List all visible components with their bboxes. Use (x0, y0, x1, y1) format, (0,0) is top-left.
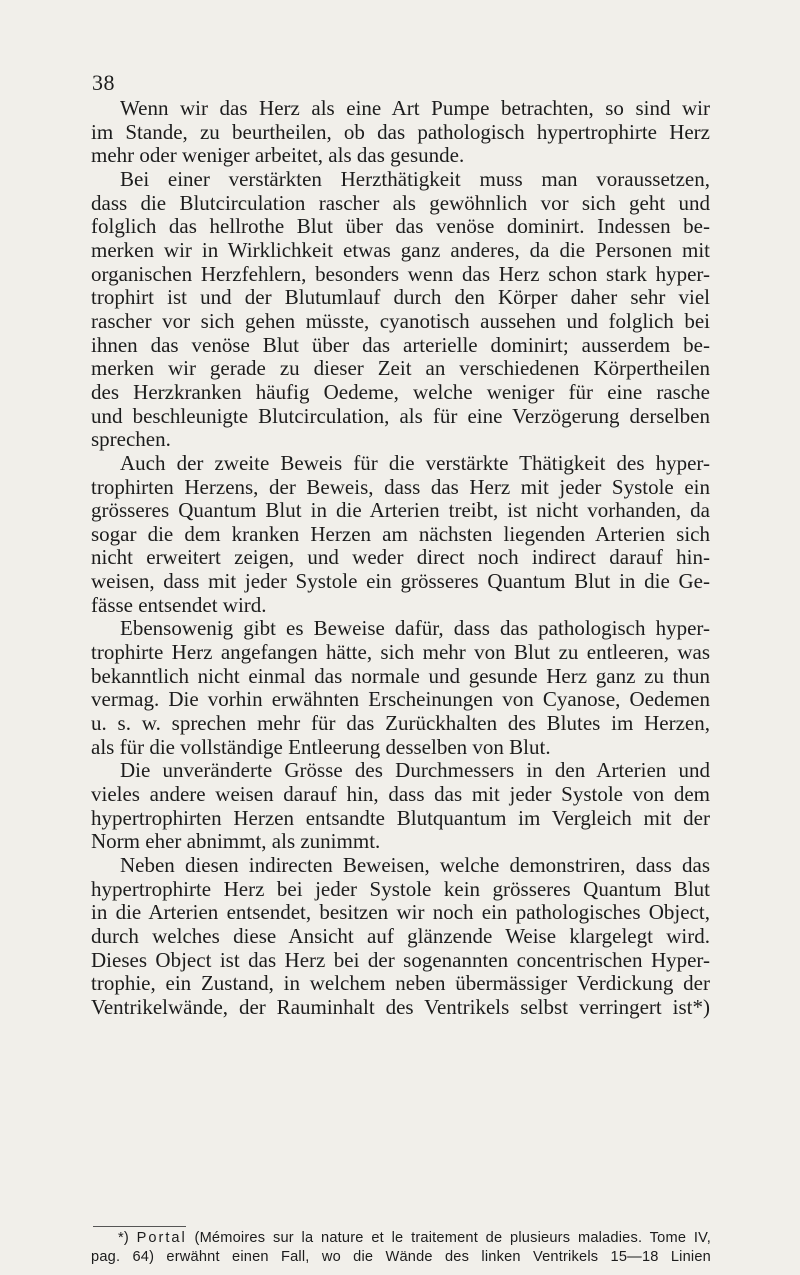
text-line: im Stande, zu beurtheilen, ob das pathologisch hypertrophirte Herz (91, 119, 710, 144)
text-line: rascher vor sich gehen müsste, cyanotisch aussehen und folglich bei (91, 308, 710, 333)
footnote-line (91, 1229, 711, 1248)
text-line: in die Arterien entsendet, besitzen wir noch ein pathologisches Object, (91, 900, 710, 925)
text-line: u. s. w. sprechen mehr für das Zurückhalten des Blutes im Herzen, (91, 711, 710, 736)
text-line: organischen Herzfehlern, besonders wenn das Herz schon stark hyper- (91, 261, 710, 286)
text-line: Ventrikelwände, der Rauminhalt des Ventrikels selbst verringert ist*) (91, 994, 710, 1019)
text-line: Dieses Object ist das Herz bei der sogenannten concentrischen Hyper- (91, 947, 710, 972)
text-line: hypertrophirte Herz bei jeder Systole kein grösseres Quantum Blut (91, 876, 710, 901)
text-line: Bei einer verstärkten Herzthätigkeit muss man voraussetzen, (120, 166, 710, 191)
text-line: vieles andere weisen darauf hin, dass das mit jeder Systole von dem (91, 782, 710, 807)
footnote-line: pag. 64) erwähnt einen Fall, wo die Wände des linken Ventrikels 15—18 Linien (91, 1248, 711, 1265)
paragraph (91, 168, 710, 452)
text-line: folglich das hellrothe Blut über das venöse dominirt. Indessen be- (91, 214, 710, 239)
text-line: trophirt ist und der Blutumlauf durch den Körper daher sehr viel (91, 285, 710, 310)
text-line: ihnen das venöse Blut über das arterielle dominirt; ausserdem be- (91, 332, 710, 357)
footnote-text: (Mémoires sur la nature et le traitement de plusieurs maladies. Tome IV, (194, 1230, 711, 1246)
paragraph (91, 759, 710, 854)
text-line: bekanntlich nicht einmal das normale und gesunde Herz ganz zu thun (91, 663, 710, 688)
text-line: Neben diesen indirecten Beweisen, welche demonstriren, dass das (120, 853, 710, 877)
text-line: trophie, ein Zustand, in welchem neben übermässiger Verdickung der (91, 971, 710, 996)
text-line: Wenn wir das Herz als eine Art Pumpe betrachten, so sind wir (120, 96, 710, 120)
text-line: grösseres Quantum Blut in die Arterien treibt, ist nicht vorhanden, da (91, 498, 710, 523)
paragraph (91, 97, 710, 168)
text-line: Die unveränderte Grösse des Durchmessers in den Arterien und (120, 758, 710, 783)
footnote-marker: *) (118, 1230, 129, 1246)
text-line: vermag. Die vorhin erwähnten Erscheinungen von Cyanose, Oedemen (91, 687, 710, 712)
text-line: merken wir gerade zu dieser Zeit an verschiedenen Körpertheilen (91, 356, 710, 381)
text-line: Auch der zweite Beweis für die verstärkte Thätigkeit des hyper- (120, 450, 710, 475)
text-line: sprechen. (91, 427, 171, 452)
text-line: hypertrophirten Herzen entsandte Blutquantum im Vergleich mit der (91, 805, 710, 830)
paragraph (91, 617, 710, 759)
text-line: mehr oder weniger arbeitet, als das gesunde. (91, 143, 465, 168)
text-line: merken wir in Wirklichkeit etwas ganz anderes, da die Personen mit (91, 237, 710, 262)
footnote-author: Portal (136, 1230, 187, 1246)
text-line: des Herzkranken häufig Oedeme, welche weniger für eine rasche (91, 379, 710, 404)
paragraph (91, 854, 710, 1020)
page-number: 38 (92, 70, 115, 95)
text-line: durch welches diese Ansicht auf glänzende Weise klargelegt wird. (91, 923, 710, 948)
paragraph (91, 452, 710, 618)
text-line: und beschleunigte Blutcirculation, als für eine Verzögerung derselben (91, 403, 710, 428)
body-text (91, 97, 710, 1020)
text-line: weisen, dass mit jeder Systole ein grösseres Quantum Blut in die Ge- (91, 569, 710, 594)
text-line: trophirte Herz angefangen hätte, sich mehr von Blut zu entleeren, was (91, 640, 710, 665)
text-line: als für die vollständige Entleerung desselben von Blut. (91, 734, 551, 759)
footnote (91, 1229, 711, 1266)
text-line: Norm eher abnimmt, als zunimmt. (91, 829, 381, 854)
footnote-divider (93, 1226, 186, 1227)
text-line: Ebensowenig gibt es Beweise dafür, dass das pathologisch hyper- (120, 616, 710, 641)
text-line: sogar die dem kranken Herzen am nächsten liegenden Arterien sich (91, 521, 710, 546)
text-line: nicht erweitert zeigen, und weder direct noch indirect darauf hin- (91, 545, 710, 570)
text-line: fässe entsendet wird. (91, 592, 267, 617)
text-line: trophirten Herzens, der Beweis, dass das Herz mit jeder Systole ein (91, 474, 710, 499)
text-line: dass die Blutcirculation rascher als gewöhnlich vor sich geht und (91, 190, 710, 215)
